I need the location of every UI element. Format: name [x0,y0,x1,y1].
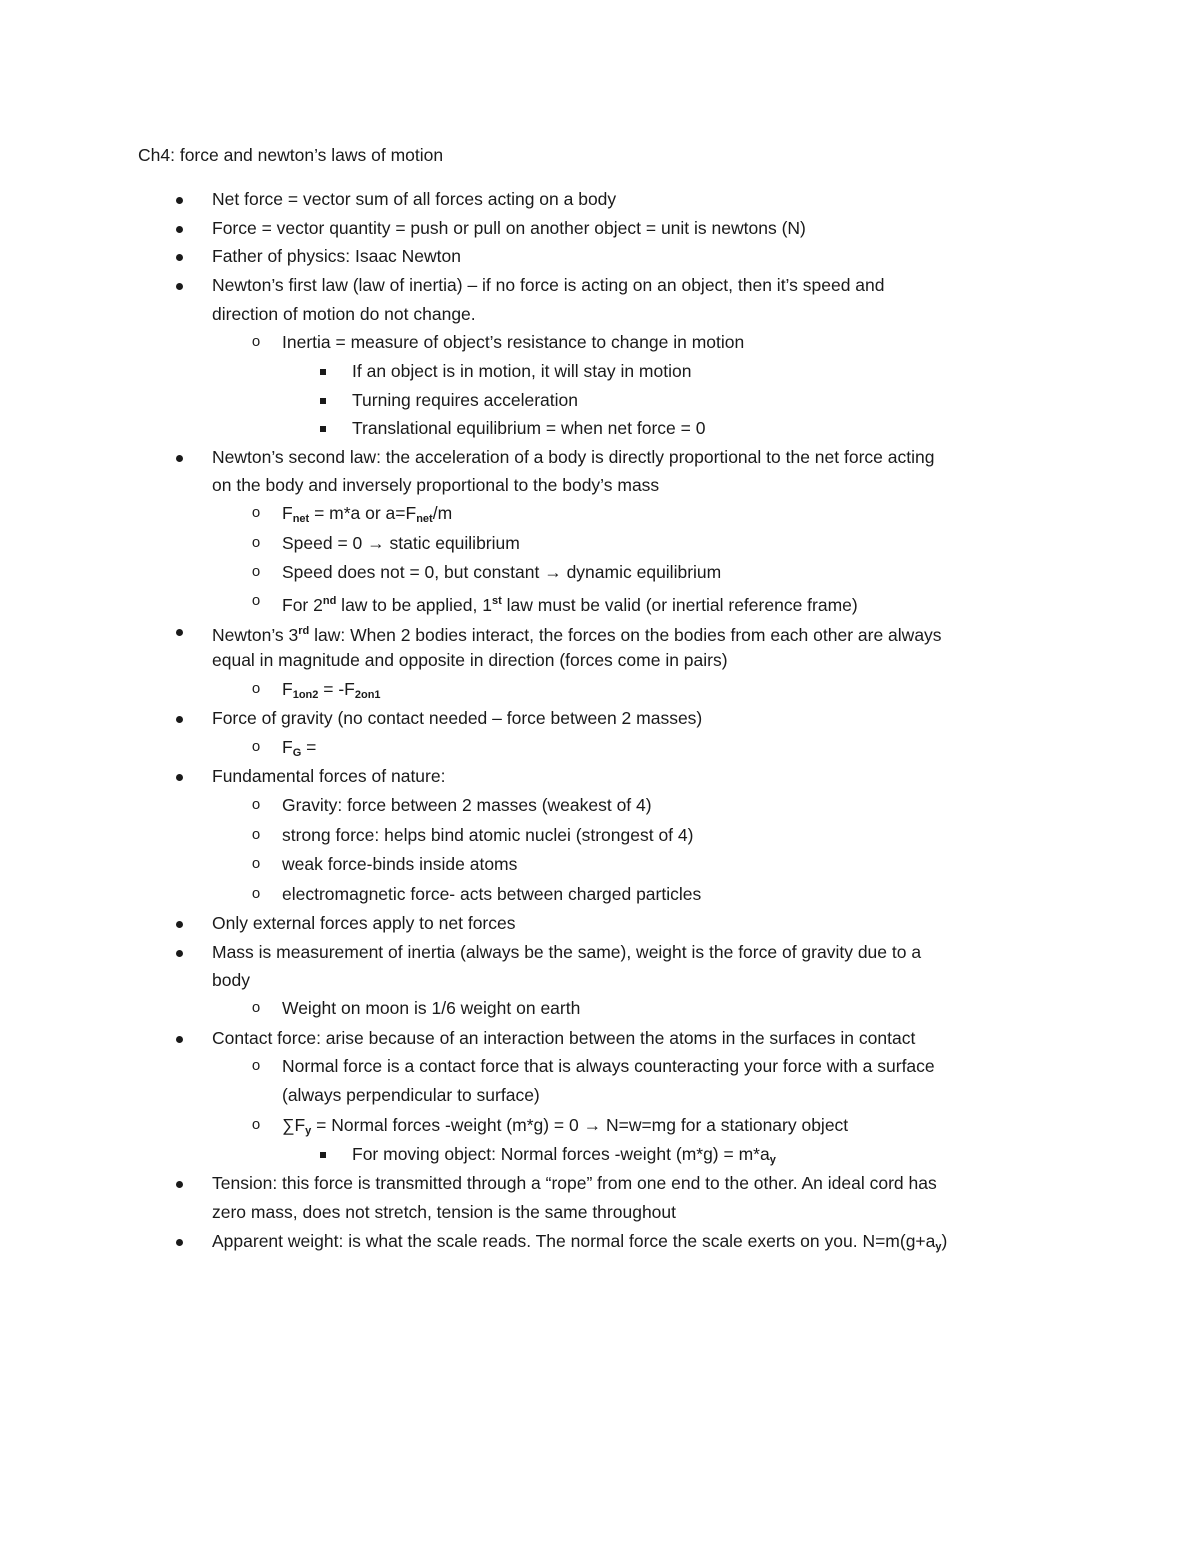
list-item [282,1113,848,1143]
formula-text: ) [941,1231,948,1251]
subscript: net [292,513,310,525]
bullet-dot-icon [172,187,186,211]
list-item: Weight on moon is 1/6 weight on earth [282,998,581,1018]
list-item: Fundamental forces of nature: [212,766,446,786]
formula-text: Apparent weight: is what the scale reads. The normal force the scale exerts on you. N=m(g+a [212,1231,936,1251]
bullet-dot-icon [172,940,186,964]
text-segment: law: When 2 bodies interact, the forces on the bodies from each other are always [309,625,942,645]
bullet-circle-icon: o [251,826,261,843]
bullet-circle-icon: o [251,534,261,551]
list-item: Only external forces apply to net forces [212,913,516,933]
list-item [282,589,858,617]
list-item: strong force: helps bind atomic nuclei (strongest of 4) [282,825,694,845]
bullet-square-icon [316,359,330,383]
bullet-square-icon [316,416,330,440]
text-segment: law must be valid (or inertial reference frame) [501,595,858,615]
bullet-dot-icon [172,244,186,268]
list-item: Inertia = measure of object’s resistance to change in motion [282,332,745,352]
list-item: Tension: this force is transmitted through a “rope” from one end to the other. An ideal cord has [212,1173,937,1193]
list-item [352,1142,776,1172]
bullet-dot-icon [172,445,186,469]
bullet-circle-icon: o [251,504,261,521]
list-item-continuation: body [212,970,250,990]
bullet-circle-icon: o [251,855,261,872]
formula-text: /m [432,503,453,523]
bullet-dot-icon [172,706,186,730]
list-item [282,735,316,765]
list-item-continuation: on the body and inversely proportional to the body’s mass [212,475,660,495]
list-item: Mass is measurement of inertia (always be the same), weight is the force of gravity due to a [212,942,922,962]
list-item: Normal force is a contact force that is always counteracting your force with a surface [282,1056,935,1076]
list-item: electromagnetic force- acts between charged particles [282,884,702,904]
bullet-dot-icon [172,619,186,643]
bullet-circle-icon: o [251,1057,261,1074]
subscript: y [769,1154,776,1166]
bullet-circle-icon: o [251,796,261,813]
text-segment: law to be applied, 1 [336,595,492,615]
list-item [282,501,452,531]
list-item: Newton’s first law (law of inertia) – if no force is acting on an object, then it’s speed and [212,275,885,295]
list-item: Net force = vector sum of all forces acting on a body [212,189,617,209]
list-item-continuation: equal in magnitude and opposite in direction (forces come in pairs) [212,650,728,670]
bullet-circle-icon: o [251,738,261,755]
text-segment: Newton’s 3 [212,625,299,645]
list-item: Speed does not = 0, but constant → dynamic equilibrium [282,562,722,582]
subscript: 1on2 [292,689,319,701]
subscript: net [416,513,433,525]
formula-text: ∑F [282,1115,306,1135]
formula-text: = -F [318,679,355,699]
subscript: 2on1 [354,689,381,701]
bullet-dot-icon [172,273,186,297]
superscript: rd [298,625,310,637]
list-item: Father of physics: Isaac Newton [212,246,461,266]
bullet-square-icon [316,388,330,412]
formula-text: = [301,737,317,757]
list-item: Newton’s second law: the acceleration of a body is directly proportional to the net force acting [212,447,935,467]
list-item: Translational equilibrium = when net force = 0 [352,418,706,438]
superscript: st [491,595,502,607]
superscript: nd [322,595,337,607]
bullet-circle-icon: o [251,680,261,697]
formula-text: = Normal forces -weight (m*g) = 0 → N=w=mg for a stationary object [311,1115,849,1135]
list-item: Turning requires acceleration [352,390,578,410]
list-item [212,619,942,647]
list-item: Force of gravity (no contact needed – force between 2 masses) [212,708,703,728]
subscript: y [935,1241,942,1253]
bullet-dot-icon [172,911,186,935]
list-item [212,1229,947,1259]
bullet-dot-icon [172,1026,186,1050]
page-title: Ch4: force and newton’s laws of motion [138,145,444,165]
list-item [282,677,381,707]
list-item-continuation: zero mass, does not stretch, tension is the same throughout [212,1202,676,1222]
bullet-circle-icon: o [251,333,261,350]
formula-text: F [282,679,293,699]
list-item: If an object is in motion, it will stay in motion [352,361,692,381]
bullet-circle-icon: o [251,885,261,902]
list-item: weak force-binds inside atoms [282,854,518,874]
subscript: y [305,1125,312,1137]
list-item-continuation: direction of motion do not change. [212,304,476,324]
bullet-circle-icon: o [251,999,261,1016]
list-item: Gravity: force between 2 masses (weakest of 4) [282,795,652,815]
list-item-continuation: (always perpendicular to surface) [282,1085,540,1105]
formula-text: F [282,737,293,757]
formula-text: For moving object: Normal forces -weight (m*g) = m*a [352,1144,770,1164]
list-item: Contact force: arise because of an interaction between the atoms in the surfaces in contact [212,1028,916,1048]
bullet-dot-icon [172,1171,186,1195]
subscript: G [292,747,302,759]
formula-text: F [282,503,293,523]
text-segment: For 2 [282,595,323,615]
formula-text: = m*a or a=F [309,503,417,523]
bullet-dot-icon [172,764,186,788]
bullet-circle-icon: o [251,592,261,609]
bullet-square-icon [316,1142,330,1166]
bullet-circle-icon: o [251,1116,261,1133]
bullet-dot-icon [172,1229,186,1253]
list-item: Force = vector quantity = push or pull on another object = unit is newtons (N) [212,218,806,238]
bullet-dot-icon [172,216,186,240]
list-item: Speed = 0 → static equilibrium [282,533,520,553]
bullet-circle-icon: o [251,563,261,580]
